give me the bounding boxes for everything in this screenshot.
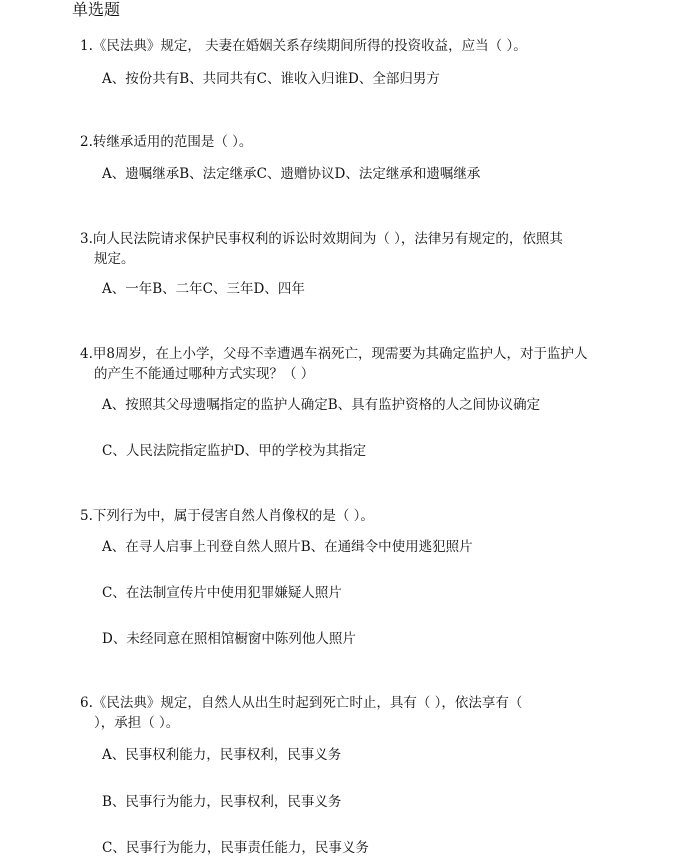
- question-6-stem-line-2: ），承担（ ）。: [94, 715, 180, 731]
- question-4-stem-line-1: 4.甲8周岁，在上小学，父母不幸遭遇车祸死亡，现需要为其确定监护人，对于监护人: [80, 346, 588, 362]
- question-3-option-line: A、一年B、二年C、三年D、四年: [102, 281, 305, 297]
- question-6-stem-line-1: 6.《民法典》规定，自然人从出生时起到死亡时止，具有（ ），依法享有（: [80, 695, 523, 711]
- question-5-option-line-1: A、在寻人启事上刊登自然人照片B、在通缉令中使用逃犯照片: [102, 539, 473, 555]
- question-6-option-line-1: A、民事权利能力，民事权利，民事义务: [102, 747, 342, 763]
- question-4-option-line-1: A、按照其父母遗嘱指定的监护人确定B、具有监护资格的人之间协议确定: [102, 397, 541, 413]
- question-6-option-line-2: B、民事行为能力，民事权利，民事义务: [102, 794, 342, 810]
- question-4-stem-line-2: 的产生不能通过哪种方式实现？（ ）: [94, 366, 315, 382]
- question-1-stem: 1.《民法典》规定， 夫妻在婚姻关系存续期间所得的投资收益，应当（ ）。: [80, 38, 527, 54]
- question-5-option-line-2: C、在法制宣传片中使用犯罪嫌疑人照片: [102, 585, 342, 601]
- question-3-stem-line-2: 规定。: [94, 251, 135, 267]
- question-5-stem: 5.下列行为中，属于侵害自然人肖像权的是（ ）。: [80, 508, 374, 524]
- question-5-option-line-3: D、未经同意在照相馆橱窗中陈列他人照片: [102, 631, 356, 647]
- question-6-option-line-3: C、民事行为能力，民事责任能力，民事义务: [102, 840, 369, 856]
- question-3-stem-line-1: 3.向人民法院请求保护民事权利的诉讼时效期间为（ ），法律另有规定的，依照其: [80, 231, 563, 247]
- question-2-stem: 2.转继承适用的范围是（ ）。: [80, 134, 253, 150]
- question-2-option-line: A、遗嘱继承B、法定继承C、遗赠协议D、法定继承和遗嘱继承: [102, 166, 481, 182]
- section-title: 单选题: [72, 0, 121, 19]
- question-1-option-line: A、按份共有B、共同共有C、谁收入归谁D、全部归男方: [102, 71, 440, 87]
- question-4-option-line-2: C、人民法院指定监护D、甲的学校为其指定: [102, 443, 367, 459]
